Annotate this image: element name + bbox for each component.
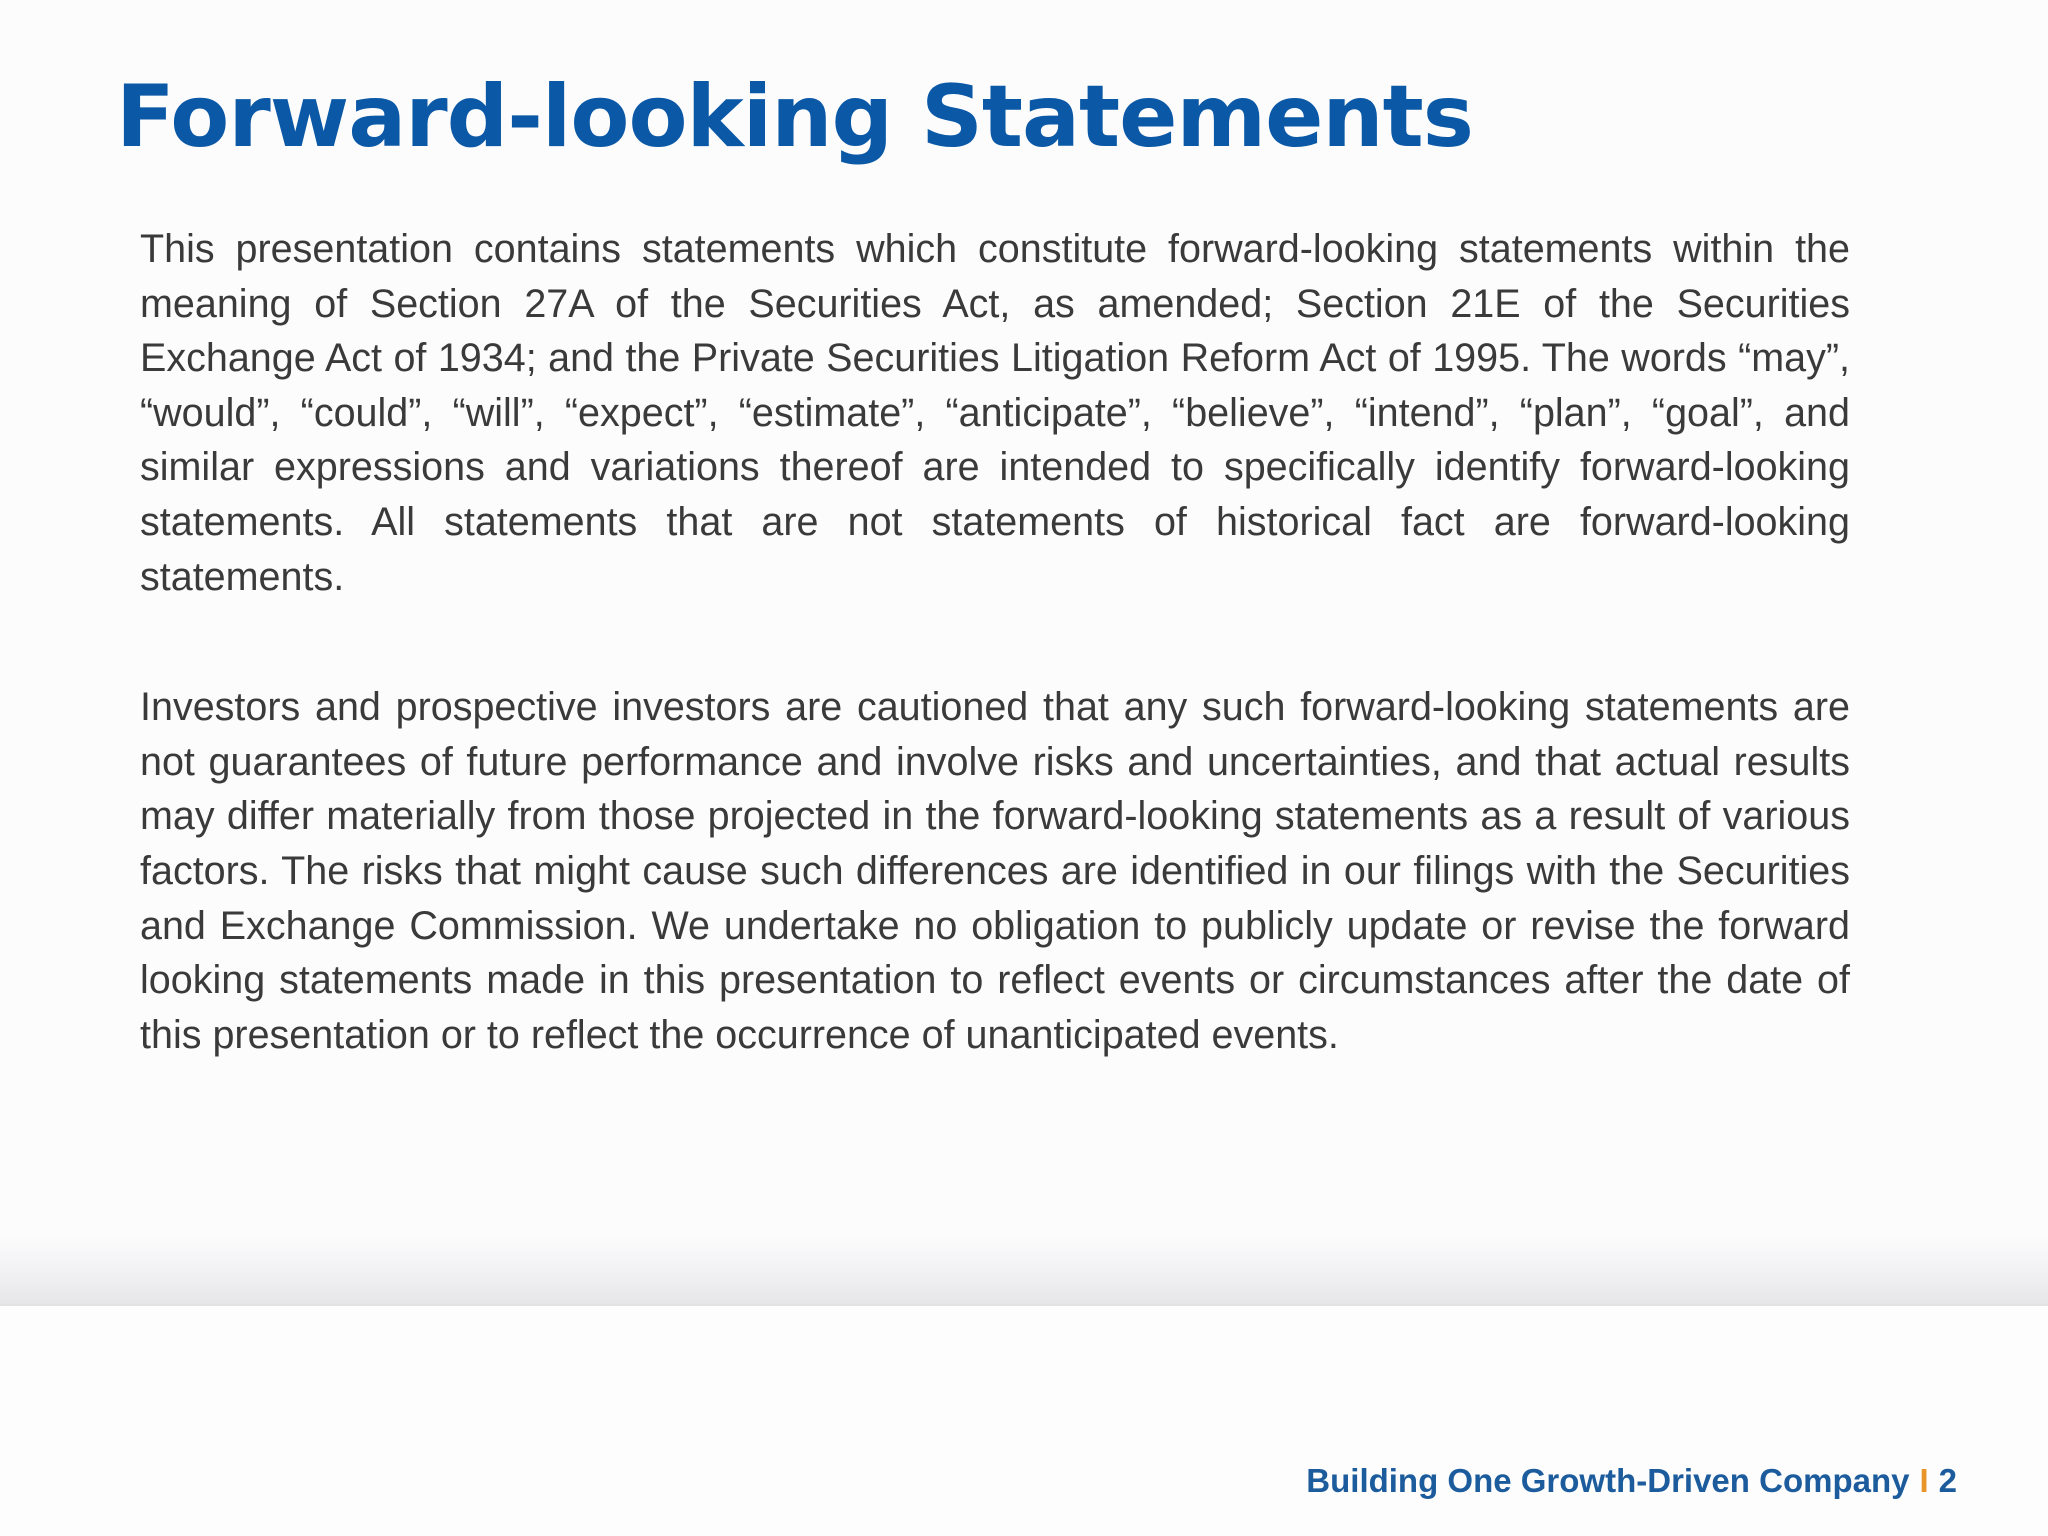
footer-tagline: Building One Growth-Driven Company — [1306, 1462, 1910, 1499]
slide-body — [140, 222, 1850, 1062]
slide-footer — [1306, 1457, 1957, 1505]
footer-separator: I — [1919, 1462, 1929, 1499]
paragraph-investor-caution: Investors and prospective investors are cautioned that any such forward-looking statements are not guarantees of future performance and involve risks and uncertainties, and that actual results may differ materially from those projected in the forward-looking statements as a result of various factors. The risks that might cause such differences are identified in our filings with the Securities and Exchange Commission. We undertake no obligation to publicly update or revise the forward looking statements made in this presentation to reflect events or circumstances after the date of this presentation or to reflect the occurrence of unanticipated events. — [140, 685, 1850, 1057]
footer-shadow-band — [0, 1235, 2048, 1305]
page-number: 2 — [1938, 1462, 1957, 1499]
footer-divider — [0, 1304, 2048, 1306]
paragraph-forward-looking-definition: This presentation contains statements which constitute forward-looking statements within the meaning of Section 27A of the Securities Act, as amended; Section 21E of the Securities Exchange Act of 1934; and the Private Securities Litigation Reform Act of 1995. The words “may”, “would”, “could”, “will”, “expect”, “estimate”, “anticipate”, “believe”, “intend”, “plan”, “goal”, and similar expressions and variations thereof are intended to specifically identify forward-looking statements. All statements that are not statements of historical fact are forward-looking statements. — [140, 227, 1850, 599]
slide-title: Forward-looking Statements — [116, 67, 1473, 167]
